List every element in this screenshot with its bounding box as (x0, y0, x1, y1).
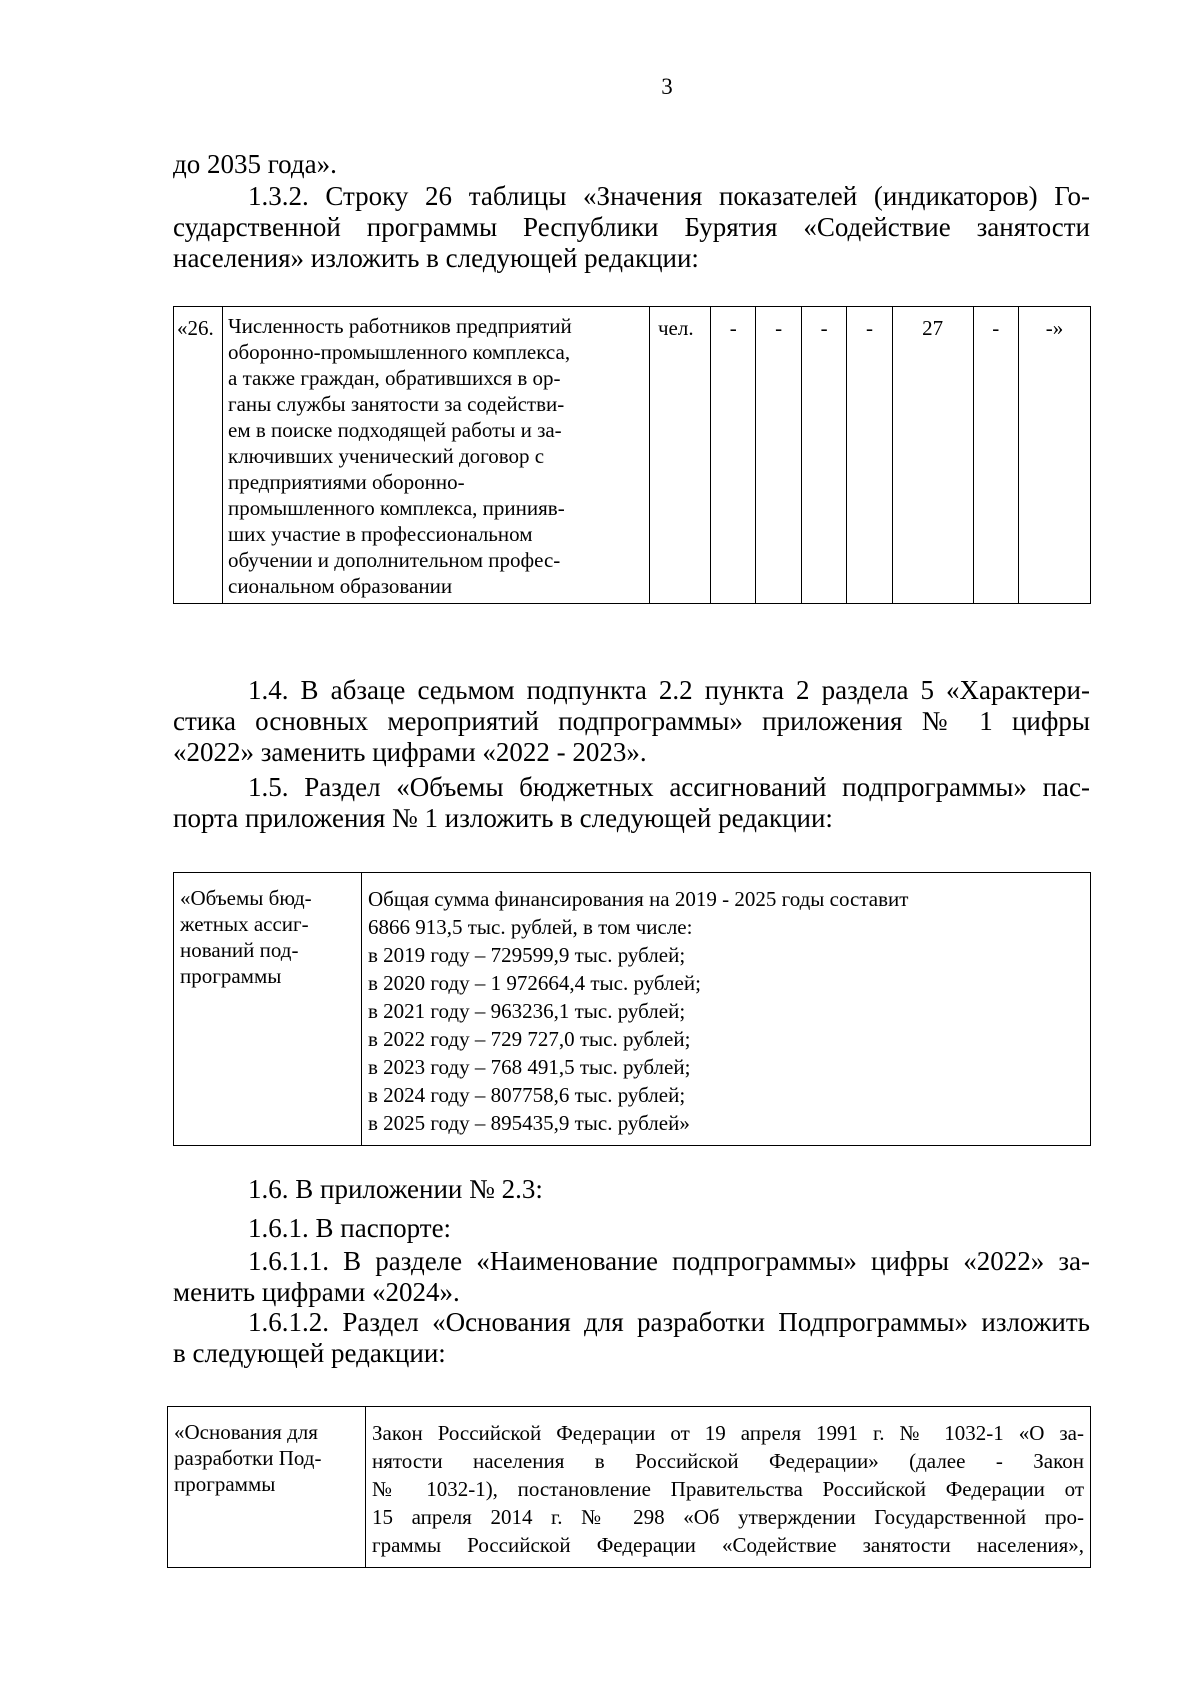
cell-line: «Основания для (174, 1420, 318, 1444)
cell-line: а также граждан, обратившихся в ор- (228, 366, 561, 390)
cell-line: обучении и дополнительном профес- (228, 548, 561, 572)
paragraph-1-5 (173, 772, 1090, 834)
indicator-table-row-26 (173, 306, 1091, 604)
cell-line: ших участие в профессиональном (228, 522, 533, 546)
cell-line: ганы службы занятости за содействи- (228, 392, 565, 416)
cell-line: программы (180, 964, 282, 988)
paragraph-continuation: до 2035 года». (173, 149, 337, 179)
table-row (168, 1407, 1091, 1568)
budget-allocations-table (173, 872, 1091, 1146)
cell-line: ем в поиске подходящей работы и за- (228, 418, 562, 442)
cell-line: 15 апреля 2014 г. № 298 «Об утверждении Государственной про- (372, 1505, 1084, 1529)
text-line: менить цифрами «2024». (173, 1277, 460, 1307)
page-number: 3 (661, 74, 673, 99)
unit-cell: чел. (650, 307, 711, 604)
cell-line: в 2025 году – 895435,9 тыс. рублей» (368, 1111, 690, 1135)
section-content-cell (366, 1407, 1091, 1568)
text-line: населения» изложить в следующей редакции: (173, 243, 699, 273)
paragraph-1-6-1: 1.6.1. В паспорте: (248, 1213, 452, 1243)
cell-line: нований под- (180, 938, 299, 962)
value-cell: - (756, 307, 801, 604)
cell-line: в 2022 году – 729 727,0 тыс. рублей; (368, 1027, 691, 1051)
row-number-cell: «26. (174, 307, 223, 604)
cell-line: Закон Российской Федерации от 19 апреля 1991 г. № 1032-1 «О за- (372, 1421, 1084, 1445)
paragraph-1-6-1-2 (173, 1307, 1090, 1369)
cell-line: в 2020 году – 1 972664,4 тыс. рублей; (368, 971, 701, 995)
value-cell: - (711, 307, 756, 604)
cell-line: разработки Под- (174, 1446, 322, 1470)
cell-line: № 1032-1), постановление Правительства Российской Федерации от (372, 1477, 1084, 1501)
value-cell: 27 (892, 307, 973, 604)
text-line: 1.6.1.2. Раздел «Основания для разработки Подпрограммы» изложить (248, 1307, 1090, 1337)
text-line: в следующей редакции: (173, 1338, 446, 1368)
cell-line: Численность работников предприятий (228, 314, 572, 338)
cell-line: сиональном образовании (228, 574, 453, 598)
cell-line: ключивших ученический договор с (228, 444, 545, 468)
text-line: 1.3.2. Строку 26 таблицы «Значения показателей (индикаторов) Го- (248, 181, 1090, 211)
text-line: порта приложения № 1 изложить в следующей редакции: (173, 803, 833, 833)
cell-line: «Объемы бюд- (180, 886, 312, 910)
value-cell: - (973, 307, 1018, 604)
cell-line: нятости населения в Российской Федерации» (далее - Закон (372, 1449, 1084, 1473)
text-line: 1.5. Раздел «Объемы бюджетных ассигнований подпрограммы» пас- (248, 772, 1090, 802)
text-line: сударственной программы Республики Бурятия «Содействие занятости (173, 212, 1090, 242)
cell-line: промышленного комплекса, принияв- (228, 496, 565, 520)
cell-line: в 2023 году – 768 491,5 тыс. рублей; (368, 1055, 691, 1079)
text-line: «2022» заменить цифрами «2022 - 2023». (173, 737, 647, 767)
value-cell: -» (1018, 307, 1090, 604)
value-cell: - (801, 307, 846, 604)
section-label-cell (168, 1407, 366, 1568)
paragraph-1-6-1-1 (173, 1246, 1090, 1308)
cell-line: в 2021 году – 963236,1 тыс. рублей; (368, 999, 686, 1023)
text-line: 1.6.1.1. В разделе «Наименование подпрограммы» цифры «2022» за- (248, 1246, 1090, 1276)
section-label-cell (174, 873, 362, 1146)
text-line: 1.4. В абзаце седьмом подпункта 2.2 пункта 2 раздела 5 «Характери- (248, 675, 1090, 705)
text-line: стика основных мероприятий подпрограммы» приложения № 1 цифры (173, 706, 1090, 736)
cell-line: программы (174, 1472, 276, 1496)
cell-line: граммы Российской Федерации «Содействие занятости населения», (372, 1533, 1084, 1557)
indicator-name-cell (223, 307, 650, 604)
cell-line: в 2019 году – 729599,9 тыс. рублей; (368, 943, 686, 967)
table-row (174, 307, 1091, 604)
paragraph-1-3-2 (173, 181, 1090, 274)
paragraph-1-6: 1.6. В приложении № 2.3: (248, 1174, 543, 1204)
section-content-cell (362, 873, 1091, 1146)
paragraph-1-4 (173, 675, 1090, 768)
cell-line: 6866 913,5 тыс. рублей, в том числе: (368, 915, 693, 939)
development-basis-table (167, 1406, 1091, 1568)
table-row (174, 873, 1091, 1146)
value-cell: - (847, 307, 892, 604)
cell-line: предприятиями оборонно- (228, 470, 465, 494)
cell-line: в 2024 году – 807758,6 тыс. рублей; (368, 1083, 686, 1107)
cell-line: жетных ассиг- (180, 912, 309, 936)
cell-line: оборонно-промышленного комплекса, (228, 340, 571, 364)
cell-line: Общая сумма финансирования на 2019 - 2025 годы составит (368, 887, 909, 911)
